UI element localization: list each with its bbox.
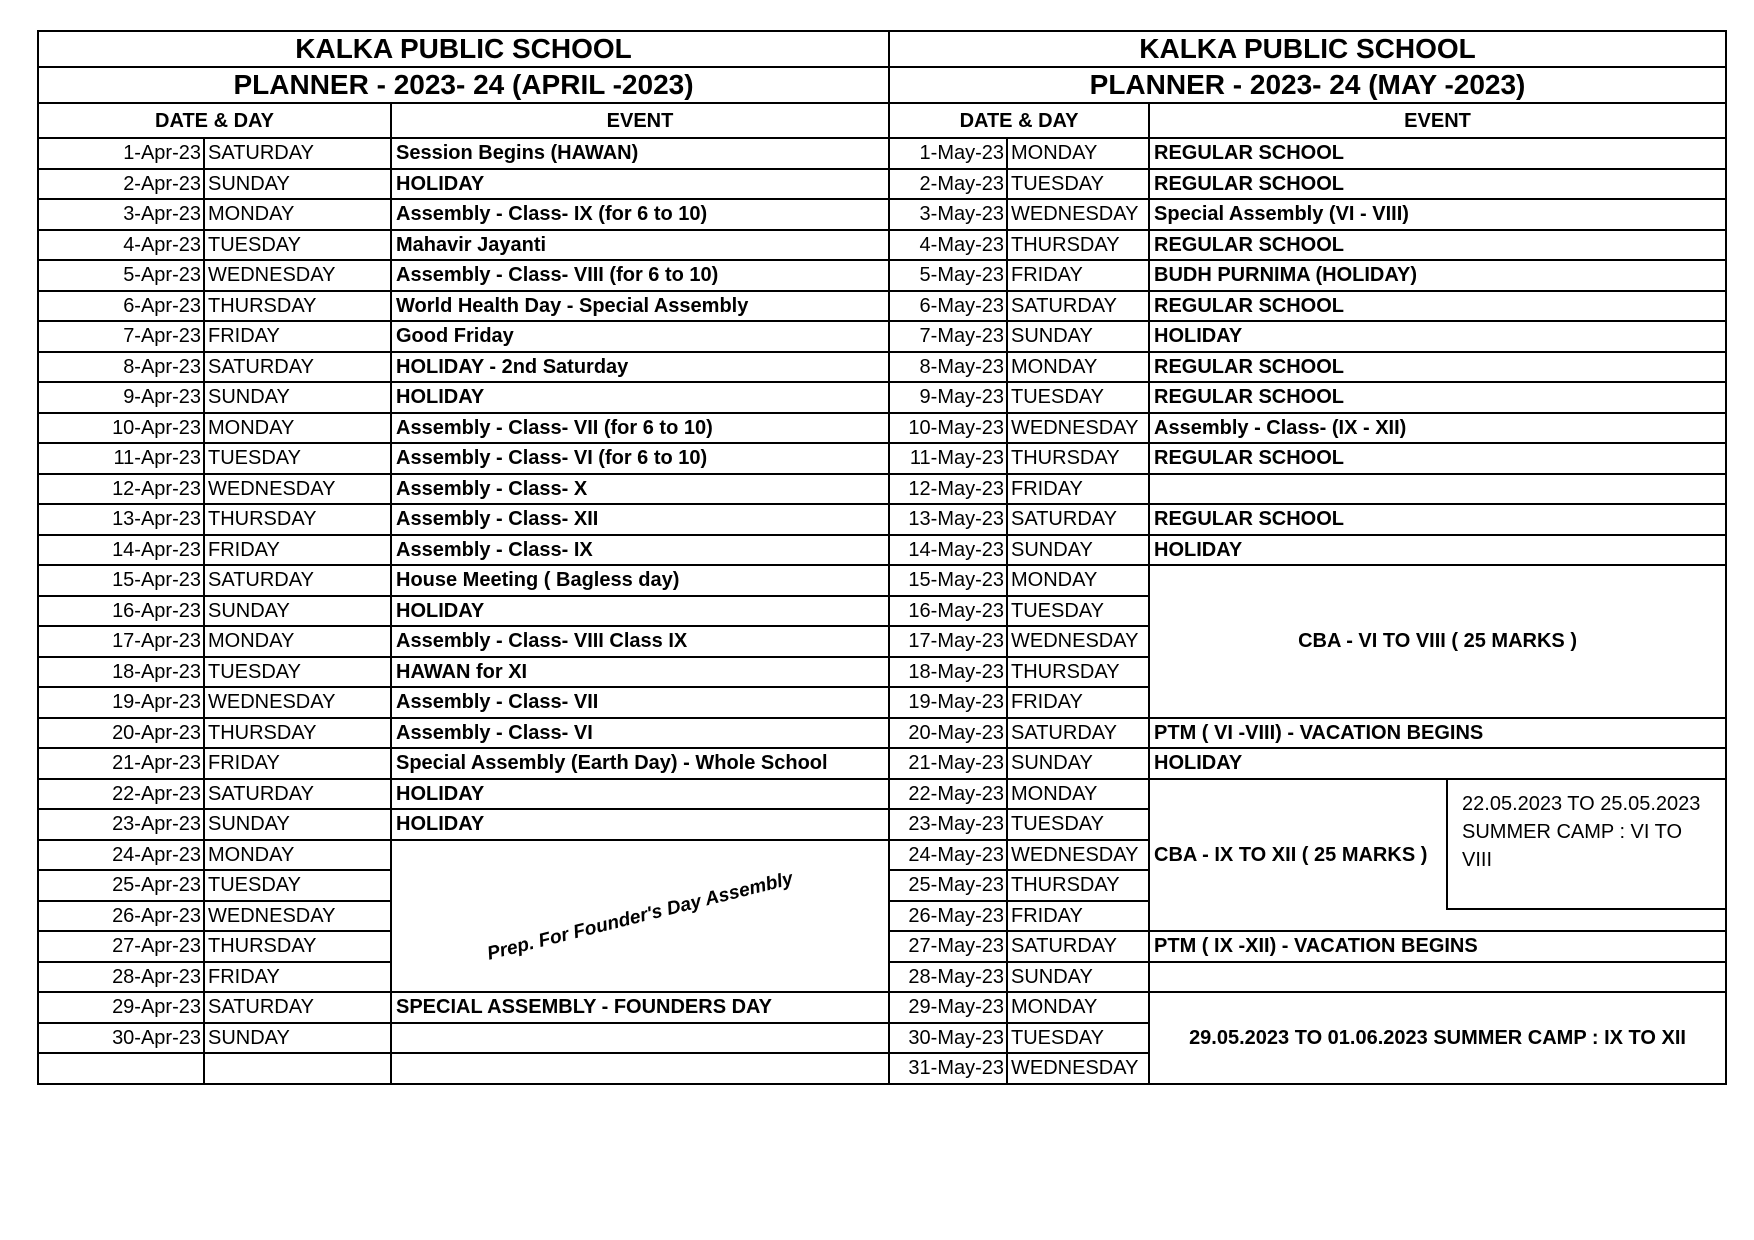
april-day: FRIDAY bbox=[204, 748, 391, 779]
may-date: 1-May-23 bbox=[889, 138, 1007, 169]
april-event: HOLIDAY - 2nd Saturday bbox=[391, 352, 889, 383]
may-event: PTM ( IX -XII) - VACATION BEGINS bbox=[1149, 931, 1726, 962]
april-date: 11-Apr-23 bbox=[38, 443, 204, 474]
may-date: 18-May-23 bbox=[889, 657, 1007, 688]
april-date: 13-Apr-23 bbox=[38, 504, 204, 535]
may-day: FRIDAY bbox=[1007, 260, 1149, 291]
april-date: 3-Apr-23 bbox=[38, 199, 204, 230]
april-event: Assembly - Class- VII bbox=[391, 687, 889, 718]
may-day: TUESDAY bbox=[1007, 169, 1149, 200]
table-row bbox=[38, 443, 1726, 474]
may-date: 11-May-23 bbox=[889, 443, 1007, 474]
may-event: Assembly - Class- (IX - XII) bbox=[1149, 413, 1726, 444]
may-date: 31-May-23 bbox=[889, 1053, 1007, 1084]
may-event: REGULAR SCHOOL bbox=[1149, 382, 1726, 413]
april-event: HAWAN for XI bbox=[391, 657, 889, 688]
may-date: 29-May-23 bbox=[889, 992, 1007, 1023]
may-event: REGULAR SCHOOL bbox=[1149, 504, 1726, 535]
may-date: 10-May-23 bbox=[889, 413, 1007, 444]
april-date: 18-Apr-23 bbox=[38, 657, 204, 688]
april-date: 24-Apr-23 bbox=[38, 840, 204, 871]
may-date: 28-May-23 bbox=[889, 962, 1007, 993]
may-event: PTM ( VI -VIII) - VACATION BEGINS bbox=[1149, 718, 1726, 749]
may-date: 12-May-23 bbox=[889, 474, 1007, 505]
may-event: HOLIDAY bbox=[1149, 321, 1726, 352]
may-day: TUESDAY bbox=[1007, 809, 1149, 840]
may-event-header: EVENT bbox=[1149, 103, 1726, 138]
may-date: 24-May-23 bbox=[889, 840, 1007, 871]
table-row bbox=[38, 352, 1726, 383]
may-date-day-header: DATE & DAY bbox=[889, 103, 1149, 138]
april-date: 20-Apr-23 bbox=[38, 718, 204, 749]
may-day: SUNDAY bbox=[1007, 321, 1149, 352]
april-date: 6-Apr-23 bbox=[38, 291, 204, 322]
april-date: 28-Apr-23 bbox=[38, 962, 204, 993]
table-row bbox=[38, 169, 1726, 200]
summer-camp-vi-viii-cell bbox=[1446, 779, 1726, 932]
april-school-name: KALKA PUBLIC SCHOOL bbox=[38, 31, 889, 67]
may-day: THURSDAY bbox=[1007, 657, 1149, 688]
may-event: REGULAR SCHOOL bbox=[1149, 138, 1726, 169]
table-row bbox=[38, 413, 1726, 444]
april-date: 8-Apr-23 bbox=[38, 352, 204, 383]
april-day: SUNDAY bbox=[204, 1023, 391, 1054]
may-date: 26-May-23 bbox=[889, 901, 1007, 932]
table-row bbox=[38, 565, 1726, 596]
may-date: 5-May-23 bbox=[889, 260, 1007, 291]
april-date: 19-Apr-23 bbox=[38, 687, 204, 718]
april-day: THURSDAY bbox=[204, 718, 391, 749]
april-day: SATURDAY bbox=[204, 779, 391, 810]
may-date: 23-May-23 bbox=[889, 809, 1007, 840]
april-day: SUNDAY bbox=[204, 169, 391, 200]
may-date: 4-May-23 bbox=[889, 230, 1007, 261]
table-row bbox=[38, 992, 1726, 1023]
may-school-name: KALKA PUBLIC SCHOOL bbox=[889, 31, 1726, 67]
may-date: 8-May-23 bbox=[889, 352, 1007, 383]
may-event: HOLIDAY bbox=[1149, 748, 1726, 779]
founders-prep-cell bbox=[391, 840, 889, 993]
april-event: House Meeting ( Bagless day) bbox=[391, 565, 889, 596]
april-event: World Health Day - Special Assembly bbox=[391, 291, 889, 322]
april-day: MONDAY bbox=[204, 840, 391, 871]
may-day: THURSDAY bbox=[1007, 870, 1149, 901]
may-day: WEDNESDAY bbox=[1007, 199, 1149, 230]
april-day: SATURDAY bbox=[204, 352, 391, 383]
april-event: Assembly - Class- IX (for 6 to 10) bbox=[391, 199, 889, 230]
april-date: 4-Apr-23 bbox=[38, 230, 204, 261]
may-day: WEDNESDAY bbox=[1007, 1053, 1149, 1084]
may-date: 27-May-23 bbox=[889, 931, 1007, 962]
may-event: HOLIDAY bbox=[1149, 535, 1726, 566]
may-event: BUDH PURNIMA (HOLIDAY) bbox=[1149, 260, 1726, 291]
may-date: 2-May-23 bbox=[889, 169, 1007, 200]
april-date: 30-Apr-23 bbox=[38, 1023, 204, 1054]
april-day: SUNDAY bbox=[204, 809, 391, 840]
may-event: Special Assembly (VI - VIII) bbox=[1149, 199, 1726, 230]
april-event-empty bbox=[391, 1053, 889, 1084]
april-date-empty bbox=[38, 1053, 204, 1084]
may-day: SUNDAY bbox=[1007, 535, 1149, 566]
april-date: 25-Apr-23 bbox=[38, 870, 204, 901]
april-date: 29-Apr-23 bbox=[38, 992, 204, 1023]
april-date: 17-Apr-23 bbox=[38, 626, 204, 657]
april-event: Assembly - Class- VII (for 6 to 10) bbox=[391, 413, 889, 444]
april-date: 12-Apr-23 bbox=[38, 474, 204, 505]
may-day: SATURDAY bbox=[1007, 931, 1149, 962]
may-event bbox=[1149, 962, 1726, 993]
april-day: SATURDAY bbox=[204, 565, 391, 596]
april-day: TUESDAY bbox=[204, 870, 391, 901]
april-day: WEDNESDAY bbox=[204, 687, 391, 718]
april-event: Session Begins (HAWAN) bbox=[391, 138, 889, 169]
table-row bbox=[38, 382, 1726, 413]
april-event-header: EVENT bbox=[391, 103, 889, 138]
may-day: FRIDAY bbox=[1007, 901, 1149, 932]
may-day: FRIDAY bbox=[1007, 687, 1149, 718]
may-date: 14-May-23 bbox=[889, 535, 1007, 566]
table-row bbox=[38, 321, 1726, 352]
april-event bbox=[391, 1023, 889, 1054]
april-day: TUESDAY bbox=[204, 657, 391, 688]
april-date: 7-Apr-23 bbox=[38, 321, 204, 352]
cba-ix-xii-cell: CBA - IX TO XII ( 25 MARKS ) bbox=[1149, 779, 1446, 932]
april-date: 16-Apr-23 bbox=[38, 596, 204, 627]
april-event: Assembly - Class- XII bbox=[391, 504, 889, 535]
april-date: 27-Apr-23 bbox=[38, 931, 204, 962]
april-event: HOLIDAY bbox=[391, 809, 889, 840]
table-row bbox=[38, 535, 1726, 566]
april-day: THURSDAY bbox=[204, 931, 391, 962]
table-row bbox=[38, 291, 1726, 322]
may-date: 3-May-23 bbox=[889, 199, 1007, 230]
may-date: 15-May-23 bbox=[889, 565, 1007, 596]
may-date: 19-May-23 bbox=[889, 687, 1007, 718]
may-date: 30-May-23 bbox=[889, 1023, 1007, 1054]
may-day: WEDNESDAY bbox=[1007, 626, 1149, 657]
table-row bbox=[38, 779, 1726, 810]
may-day: SATURDAY bbox=[1007, 718, 1149, 749]
may-day: MONDAY bbox=[1007, 138, 1149, 169]
table-row bbox=[38, 474, 1726, 505]
april-day: WEDNESDAY bbox=[204, 260, 391, 291]
april-day: MONDAY bbox=[204, 199, 391, 230]
may-date: 20-May-23 bbox=[889, 718, 1007, 749]
may-date: 21-May-23 bbox=[889, 748, 1007, 779]
april-date: 2-Apr-23 bbox=[38, 169, 204, 200]
may-day: SATURDAY bbox=[1007, 504, 1149, 535]
april-day: FRIDAY bbox=[204, 535, 391, 566]
april-day: THURSDAY bbox=[204, 504, 391, 535]
table-row bbox=[38, 504, 1726, 535]
may-day: WEDNESDAY bbox=[1007, 413, 1149, 444]
may-day: MONDAY bbox=[1007, 992, 1149, 1023]
april-event: Assembly - Class- X bbox=[391, 474, 889, 505]
may-event: REGULAR SCHOOL bbox=[1149, 352, 1726, 383]
april-event: HOLIDAY bbox=[391, 169, 889, 200]
april-day: SATURDAY bbox=[204, 992, 391, 1023]
may-date: 13-May-23 bbox=[889, 504, 1007, 535]
summer-camp-vi-viii-note: 22.05.2023 TO 25.05.2023 SUMMER CAMP : VI TO VIII bbox=[1446, 780, 1725, 910]
april-date: 10-Apr-23 bbox=[38, 413, 204, 444]
may-day: TUESDAY bbox=[1007, 1023, 1149, 1054]
april-day: FRIDAY bbox=[204, 962, 391, 993]
april-day-empty bbox=[204, 1053, 391, 1084]
april-event: Assembly - Class- VIII Class IX bbox=[391, 626, 889, 657]
april-day: THURSDAY bbox=[204, 291, 391, 322]
april-planner-title: PLANNER - 2023- 24 (APRIL -2023) bbox=[38, 67, 889, 103]
april-day: WEDNESDAY bbox=[204, 901, 391, 932]
april-date: 23-Apr-23 bbox=[38, 809, 204, 840]
may-date: 25-May-23 bbox=[889, 870, 1007, 901]
april-date: 1-Apr-23 bbox=[38, 138, 204, 169]
may-event bbox=[1149, 474, 1726, 505]
april-day: SUNDAY bbox=[204, 596, 391, 627]
april-day: MONDAY bbox=[204, 413, 391, 444]
may-day: THURSDAY bbox=[1007, 230, 1149, 261]
april-event: HOLIDAY bbox=[391, 382, 889, 413]
april-event: Assembly - Class- VI bbox=[391, 718, 889, 749]
may-date: 6-May-23 bbox=[889, 291, 1007, 322]
april-day: WEDNESDAY bbox=[204, 474, 391, 505]
may-date: 17-May-23 bbox=[889, 626, 1007, 657]
april-event: Good Friday bbox=[391, 321, 889, 352]
april-event: Mahavir Jayanti bbox=[391, 230, 889, 261]
may-day: MONDAY bbox=[1007, 352, 1149, 383]
may-day: WEDNESDAY bbox=[1007, 840, 1149, 871]
may-day: TUESDAY bbox=[1007, 596, 1149, 627]
april-date-day-header: DATE & DAY bbox=[38, 103, 391, 138]
planner-body bbox=[38, 31, 1726, 1084]
april-date: 21-Apr-23 bbox=[38, 748, 204, 779]
may-day: TUESDAY bbox=[1007, 382, 1149, 413]
april-day: SUNDAY bbox=[204, 382, 391, 413]
april-date: 5-Apr-23 bbox=[38, 260, 204, 291]
may-date: 9-May-23 bbox=[889, 382, 1007, 413]
table-row bbox=[38, 199, 1726, 230]
may-day: MONDAY bbox=[1007, 565, 1149, 596]
may-planner-title: PLANNER - 2023- 24 (MAY -2023) bbox=[889, 67, 1726, 103]
april-event: Assembly - Class- IX bbox=[391, 535, 889, 566]
april-day: TUESDAY bbox=[204, 230, 391, 261]
april-date: 26-Apr-23 bbox=[38, 901, 204, 932]
may-day: THURSDAY bbox=[1007, 443, 1149, 474]
may-date: 16-May-23 bbox=[889, 596, 1007, 627]
april-day: TUESDAY bbox=[204, 443, 391, 474]
table-row bbox=[38, 718, 1726, 749]
may-date: 22-May-23 bbox=[889, 779, 1007, 810]
school-planner bbox=[37, 30, 1725, 1215]
may-event: REGULAR SCHOOL bbox=[1149, 291, 1726, 322]
may-event: REGULAR SCHOOL bbox=[1149, 230, 1726, 261]
april-event: HOLIDAY bbox=[391, 779, 889, 810]
april-date: 15-Apr-23 bbox=[38, 565, 204, 596]
may-event: REGULAR SCHOOL bbox=[1149, 169, 1726, 200]
may-day: FRIDAY bbox=[1007, 474, 1149, 505]
april-day: MONDAY bbox=[204, 626, 391, 657]
april-event: SPECIAL ASSEMBLY - FOUNDERS DAY bbox=[391, 992, 889, 1023]
founders-prep-label: Prep. For Founder's Day Assembly bbox=[485, 868, 795, 965]
summer-camp-ix-xii-cell: 29.05.2023 TO 01.06.2023 SUMMER CAMP : IX TO XII bbox=[1149, 992, 1726, 1084]
april-event: Special Assembly (Earth Day) - Whole School bbox=[391, 748, 889, 779]
may-day: MONDAY bbox=[1007, 779, 1149, 810]
april-date: 9-Apr-23 bbox=[38, 382, 204, 413]
april-event: HOLIDAY bbox=[391, 596, 889, 627]
planner-table bbox=[37, 30, 1727, 1085]
table-row bbox=[38, 138, 1726, 169]
may-day: SUNDAY bbox=[1007, 748, 1149, 779]
april-date: 14-Apr-23 bbox=[38, 535, 204, 566]
may-event: REGULAR SCHOOL bbox=[1149, 443, 1726, 474]
may-day: SUNDAY bbox=[1007, 962, 1149, 993]
cba-vi-viii-cell: CBA - VI TO VIII ( 25 MARKS ) bbox=[1149, 565, 1726, 718]
april-event: Assembly - Class- VI (for 6 to 10) bbox=[391, 443, 889, 474]
april-date: 22-Apr-23 bbox=[38, 779, 204, 810]
may-day: SATURDAY bbox=[1007, 291, 1149, 322]
table-row bbox=[38, 260, 1726, 291]
april-day: FRIDAY bbox=[204, 321, 391, 352]
april-event: Assembly - Class- VIII (for 6 to 10) bbox=[391, 260, 889, 291]
april-day: SATURDAY bbox=[204, 138, 391, 169]
table-row bbox=[38, 230, 1726, 261]
may-date: 7-May-23 bbox=[889, 321, 1007, 352]
table-row bbox=[38, 748, 1726, 779]
